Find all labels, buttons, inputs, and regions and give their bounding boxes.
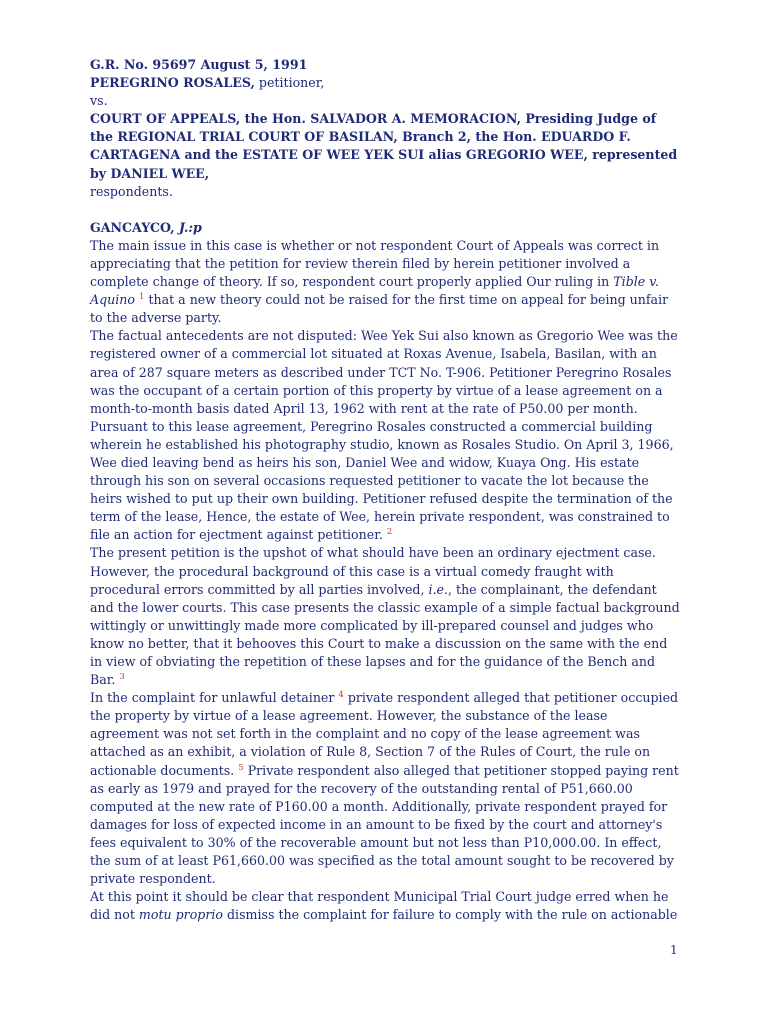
ie-abbreviation: i.e. (428, 581, 448, 597)
petitioner-line (90, 74, 680, 92)
page-number: 1 (670, 943, 678, 957)
ponente-line (90, 219, 680, 237)
footnote-ref-1[interactable]: 1 (139, 291, 145, 302)
paragraph-1-text-b: that a new theory could not be raised for the first time on appeal for being unfair to the adverse party. (90, 292, 669, 326)
document-body (90, 56, 680, 924)
paragraph-1-text-a: The main issue in this case is whether or not respondent Court of Appeals was correct in appreciating that the petition for review therein filed by herein petitioner involved a complete change of theory. If so, respondent court properly applied Our ruling in (90, 237, 660, 290)
paragraph-4 (90, 689, 680, 888)
ponente-name: GANCAYCO, (90, 219, 179, 235)
footnote-ref-5[interactable]: 5 (238, 762, 244, 773)
paragraph-3 (90, 544, 680, 689)
petitioner-role: petitioner, (254, 75, 325, 91)
paragraph-2-text: The factual antecedents are not disputed: Wee Yek Sui also known as Gregorio Wee was the registered owner of a commercial lot situated at Roxas Avenue, Isabela, Basilan, with an area of 287 square meters as described under TCT No. T-906. Petitioner Peregrino Rosales was the occupant of a certain portion of this property by virtue of a lease agreement on a month-to-month basis dated April 13, 1962 with rent at the rate of P50.00 per month. Pursuant to this lease agreement, Peregrino Rosales constructed a commercial building wherein he established his photography studio, known as Rosales Studio. On April 3, 1966, Wee died leaving bend as heirs his son, Daniel Wee and widow, Kuaya Ong. His estate through his son on several occasions requested petitioner to vacate the lot because the heirs wished to put up their own building. Petitioner refused despite the termination of the term of the lease, Hence, the estate of Wee, herein private respondent, was constrained to file an action for ejectment against petitioner. (90, 328, 678, 543)
footnote-ref-3[interactable]: 3 (119, 671, 125, 682)
respondents-role: respondents. (90, 183, 173, 199)
spacer (90, 201, 680, 219)
case-number: G.R. No. 95697 August 5, 1991 (90, 57, 308, 72)
respondents-names: COURT OF APPEALS, the Hon. SALVADOR A. MEMORACION, Presiding Judge of the REGIONAL TRIAL COURT OF BASILAN, Branch 2, the Hon. EDUARDO F. CARTAGENA and the ESTATE OF WEE YEK SUI alias GREGORIO WEE, represented by DANIEL WEE, (90, 111, 678, 181)
case-citation-tible: Tible v. Aquino (90, 274, 659, 308)
paragraph-4-text-a: In the complaint for unlawful detainer (90, 690, 335, 706)
paragraph-3-text-a: The present petition is the upshot of what should have been an ordinary ejectment case. However, the procedural background of this case is a virtual comedy fraught with procedural errors committed by all parties involved, (90, 545, 656, 597)
paragraph-2 (90, 327, 680, 544)
motu-proprio-phrase: motu proprio (138, 907, 223, 923)
paragraph-5-text-a: At this point it should be clear that respondent Municipal Trial Court judge erred when he did not (90, 889, 669, 923)
versus-line: vs. (90, 93, 108, 109)
ponente-title: J.:p (179, 219, 202, 235)
petitioner-name: PEREGRINO ROSALES, (90, 75, 255, 91)
paragraph-3-text-b: , the complainant, the defendant and the lower courts. This case presents the classic example of a simple factual background wittingly or unwittingly made more complicated by ill-prepared counsel and judges who know no better, that it behooves this Court to make a discussion on the same with the end in view of obviating the repetition of these lapses and for the guidance of the Bench and Bar. (90, 581, 680, 688)
paragraph-4-text-b: private respondent alleged that petitioner occupied the property by virtue of a lease agreement. However, the substance of the lease agreement was not set forth in the complaint and no copy of the lease agreement was attached as an exhibit, a violation of Rule 8, Section 7 of the Rules of Court, the rule on actionable documents. (90, 690, 679, 778)
paragraph-5 (90, 888, 680, 924)
footnote-ref-4[interactable]: 4 (338, 690, 344, 700)
paragraph-5-text-b: dismiss the complaint for failure to comply with the rule on actionable (222, 907, 678, 923)
paragraph-1 (90, 237, 680, 327)
footnote-ref-2[interactable]: 2 (386, 527, 393, 538)
paragraph-4-text-c: Private respondent also alleged that petitioner stopped paying rent as early as 1979 and prayed for the recovery of the outstanding rental of P51,660.00 computed at the new rate of P160.00 a month. Additionally, private respondent prayed for damages for loss of expected income in an amount to be fixed by the court and attorney's fees equivalent to 30% of the recoverable amount but not less than P10,000.00. In effect, the sum of at least P61,660.00 was specified as the total amount sought to be recovered by private respondent. (90, 762, 679, 887)
